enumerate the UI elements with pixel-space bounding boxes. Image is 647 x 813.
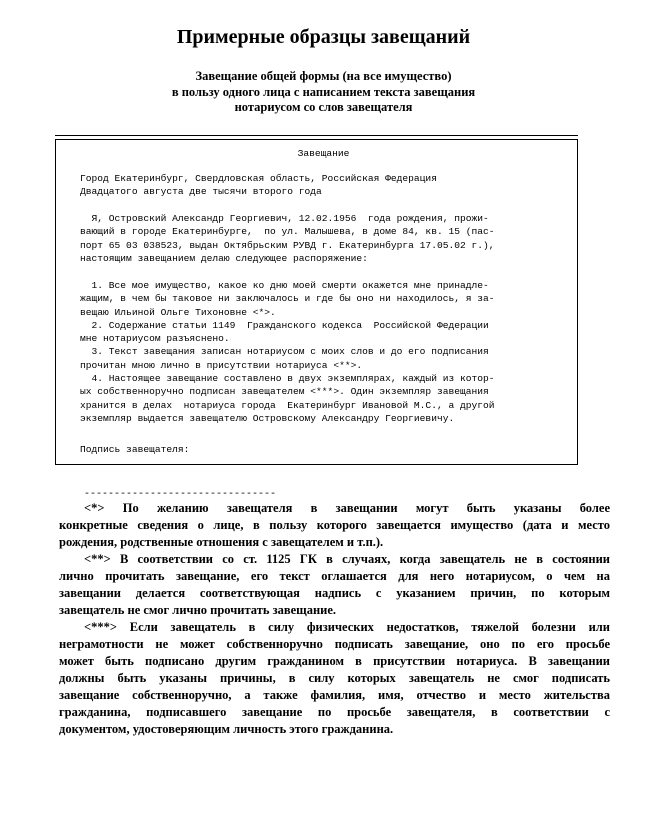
footnote-line: завещании делается соответствующая надпись с указанием причин, по которым bbox=[59, 586, 610, 600]
footnote-2 bbox=[59, 551, 610, 619]
clause-line: 4. Настоящее завещание составлено в двух экземплярах, каждый из котор- bbox=[80, 373, 495, 385]
subtitle-line: Завещание общей формы (на все имущество) bbox=[195, 69, 452, 83]
footnote-line: документом, удостоверяющим личность этого гражданина. bbox=[59, 722, 394, 736]
signature-line: Подпись завещателя: bbox=[80, 444, 190, 455]
footnote-separator: -------------------------------- bbox=[84, 489, 277, 500]
footnote-line: <*> По желанию завещателя в завещании могут быть указаны более bbox=[84, 501, 610, 515]
footnote-line: должны быть указаны причины, в силу которых завещатель не смог подписать bbox=[59, 671, 610, 685]
clause-line: хранится в делах нотариуса города Екатеринбург Ивановой М.С., а другой bbox=[80, 399, 495, 411]
subtitle-line: нотариусом со слов завещателя bbox=[234, 100, 413, 114]
footnote-1 bbox=[59, 500, 610, 551]
footnote-line: гражданина, подписавшего завещание по просьбе завещателя, в соответствии с bbox=[59, 705, 610, 719]
footnote-line: <**> В соответствии со ст. 1125 ГК в случаях, когда завещатель не в состоянии bbox=[84, 552, 610, 566]
footnote-line: лично прочитать завещание, его текст оглашается для него нотариусом, о чем на bbox=[59, 569, 610, 583]
clause-line: прочитан мною лично в присутствии нотариуса <**>. bbox=[80, 359, 363, 371]
clause-line: 3. Текст завещания записан нотариусом с моих слов и до его подписания bbox=[80, 346, 489, 358]
will-heading: Завещание bbox=[297, 148, 350, 159]
will-intro bbox=[80, 212, 495, 265]
location-line: Город Екатеринбург, Свердловская область, Российская Федерация bbox=[80, 173, 437, 184]
page-title: Примерные образцы завещаний bbox=[176, 26, 471, 48]
footnote-3 bbox=[59, 619, 610, 738]
intro-line: Я, Островский Александр Георгиевич, 12.02.1956 года рождения, прожи- bbox=[80, 213, 489, 224]
footnote-line: завещание собственноручно, а также фамилия, имя, отчество и место жительства bbox=[59, 688, 610, 702]
footnote-line: рождения, родственные отношения с завещателем и т.п.). bbox=[59, 535, 384, 549]
footnote-line: <***> Если завещатель в силу физических недостатков, тяжелой болезни или bbox=[84, 620, 610, 634]
intro-line: настоящим завещанием делаю следующее распоряжение: bbox=[80, 252, 368, 264]
clause-line: 2. Содержание статьи 1149 Гражданского кодекса Российской Федерации bbox=[80, 319, 489, 331]
clause-line: мне нотариусом разъяснено. bbox=[80, 333, 230, 345]
footnote-line: конкретные сведения о лице, в пользу которого завещается имущество (дата и место bbox=[59, 518, 610, 532]
document-subtitle bbox=[0, 69, 647, 116]
subtitle-line: в пользу одного лица с написанием текста завещания bbox=[171, 84, 476, 99]
frame-top-rule bbox=[55, 135, 578, 136]
footnotes bbox=[59, 486, 610, 738]
footnote-line: завещатель не смог лично прочитать завещание. bbox=[59, 603, 337, 617]
will-clauses bbox=[80, 279, 495, 425]
footnote-line: может быть подписано другим гражданином в присутствии нотариуса. В завещании bbox=[59, 654, 610, 668]
clause-line: экземпляр выдается завещателю Островскому Александру Георгиевичу. bbox=[80, 412, 455, 424]
clause-line: вещаю Ильиной Ольге Тихоновне <*>. bbox=[80, 306, 276, 318]
intro-line: вающий в городе Екатеринбурге, по ул. Малышева, в доме 84, кв. 15 (пас- bbox=[80, 226, 495, 238]
clause-line: 1. Все мое имущество, какое ко дню моей смерти окажется мне принадле- bbox=[80, 280, 489, 291]
clause-line: ых собственноручно подписан завещателем <***>. Один экземпляр завещания bbox=[80, 386, 489, 398]
intro-line: порт 65 03 038523, выдан Октябрьским РУВД г. Екатеринбурга 17.05.02 г.), bbox=[80, 239, 495, 251]
will-location bbox=[80, 172, 437, 199]
footnote-line: неграмотности не может собственноручно подписать завещание, оно по его просьбе bbox=[59, 637, 610, 651]
clause-line: жащим, в чем бы таковое ни заключалось и где бы оно ни находилось, я за- bbox=[80, 293, 495, 305]
location-line: Двадцатого августа две тысячи второго года bbox=[80, 186, 322, 198]
